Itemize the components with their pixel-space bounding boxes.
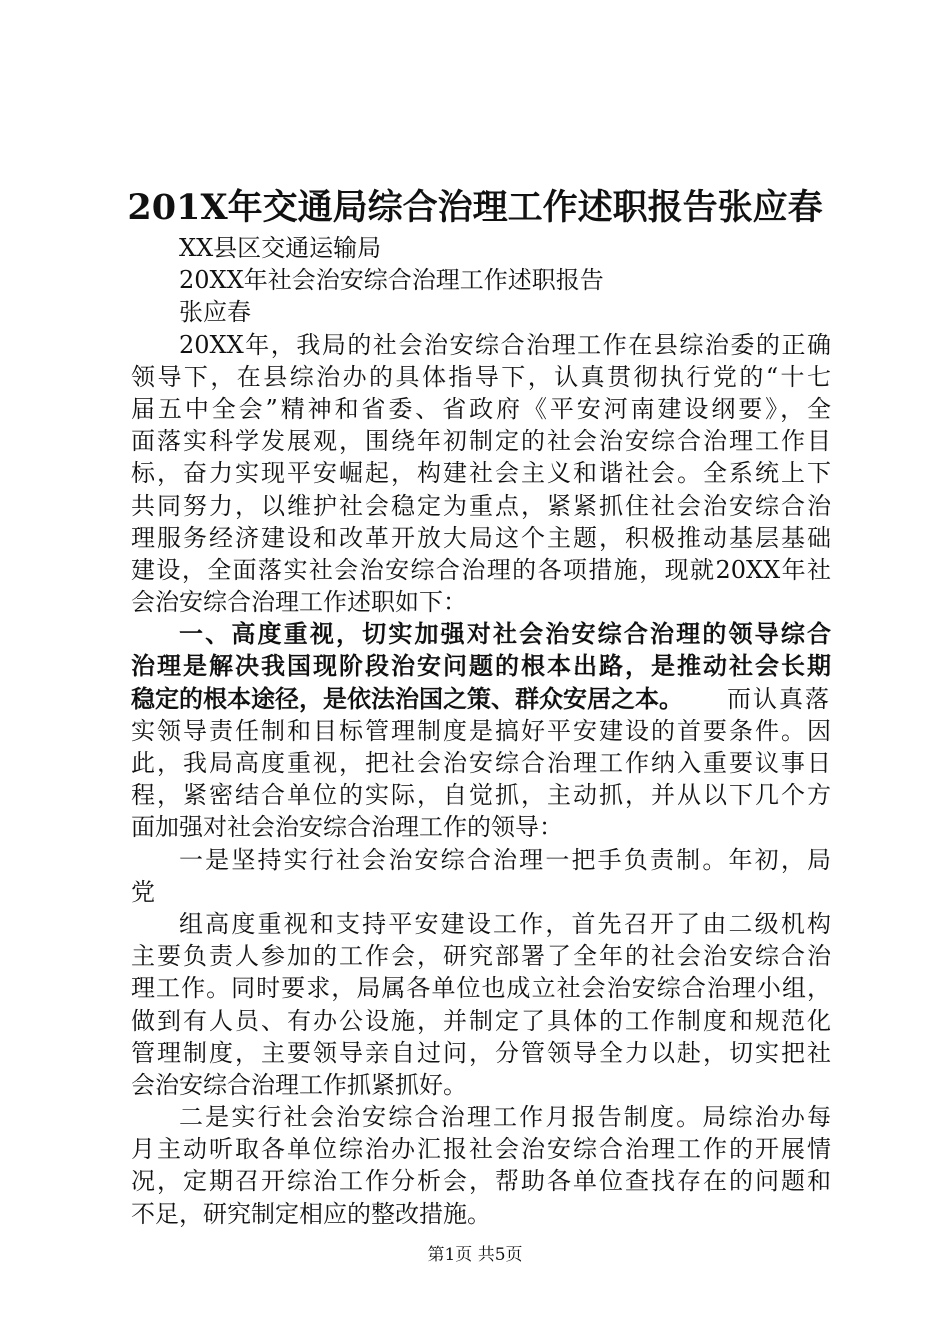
text-line: 做到有人员、有办公设施，并制定了具体的工作制度和规范化 <box>131 1006 831 1035</box>
text-line: 20XX年社会治安综合治理工作述职报告 <box>179 266 604 295</box>
text-line: 会治安综合治理工作述职如下： <box>131 588 467 617</box>
text-line: 组高度重视和支持平安建设工作，首先召开了由二级机构 <box>179 909 831 938</box>
text-line: 面落实科学发展观，围绕年初制定的社会治安综合治理工作目 <box>131 427 831 456</box>
text-line: 领导下，在县综治办的具体指导下，认真贯彻执行党的“十七 <box>131 362 831 391</box>
text-line: 理工作。同时要求，局属各单位也成立社会治安综合治理小组， <box>131 974 831 1003</box>
text-line: 况，定期召开综治工作分析会，帮助各单位查找存在的问题和 <box>131 1167 831 1196</box>
text-line: 实领导责任制和目标管理制度是搞好平安建设的首要条件。因 <box>131 716 831 745</box>
text-line: XX县区交通运输局 <box>179 234 382 262</box>
text-line: 面加强对社会治安综合治理工作的领导： <box>131 813 563 842</box>
text-line: 主要负责人参加的工作会，研究部署了全年的社会治安综合治 <box>131 942 831 971</box>
document-title: 201X年交通局综合治理工作述职报告张应春 <box>127 187 823 228</box>
text-line: 此，我局高度重视，把社会治安综合治理工作纳入重要议事日 <box>131 749 831 777</box>
text-line: 月主动听取各单位综治办汇报社会治安综合治理工作的开展情 <box>131 1135 831 1164</box>
text-line: 标，奋力实现平安崛起，构建社会主义和谐社会。全系统上下 <box>131 459 831 488</box>
text-line: 程，紧密结合单位的实际，自觉抓，主动抓，并从以下几个方 <box>131 781 831 810</box>
text-line: 建设，全面落实社会治安综合治理的各项措施，现就20XX年社 <box>131 555 831 584</box>
section-heading-end: 稳定的根本途径，是依法治国之策、群众安居之本。 <box>131 683 683 713</box>
text-line: 共同努力，以维护社会稳定为重点，紧紧抓住社会治安综合治 <box>131 491 831 520</box>
text-line: 不足，研究制定相应的整改措施。 <box>131 1199 491 1228</box>
text-line: 会治安综合治理工作抓紧抓好。 <box>131 1070 467 1099</box>
text-line: 届五中全会”精神和省委、省政府《平安河南建设纲要》，全 <box>131 394 831 423</box>
document-body <box>131 232 831 1230</box>
section-heading-line: 治理是解决我国现阶段治安问题的根本出路，是推动社会长期 <box>131 651 831 681</box>
text-line: 二是实行社会治安综合治理工作月报告制度。局综治办每 <box>179 1103 831 1132</box>
mixed-line <box>131 683 831 715</box>
text-line: 理服务经济建设和改革开放大局这个主题，积极推动基层基础 <box>131 523 831 552</box>
text-line: 20XX年，我局的社会治安综合治理工作在县综治委的正确 <box>179 330 831 359</box>
text-line: 管理制度，主要领导亲自过问，分管领导全力以赴，切实把社 <box>131 1038 831 1067</box>
page-number: 第1页 共5页 <box>427 1245 523 1265</box>
text-line: 张应春 <box>179 298 251 327</box>
text-line: 一是坚持实行社会治安综合治理一把手负责制。年初，局 <box>179 845 831 874</box>
text-line: 党 <box>131 877 155 906</box>
text-segment: 而认真落 <box>727 684 831 713</box>
section-heading-line: 一、高度重视，切实加强对社会治安综合治理的领导综合 <box>179 619 831 649</box>
